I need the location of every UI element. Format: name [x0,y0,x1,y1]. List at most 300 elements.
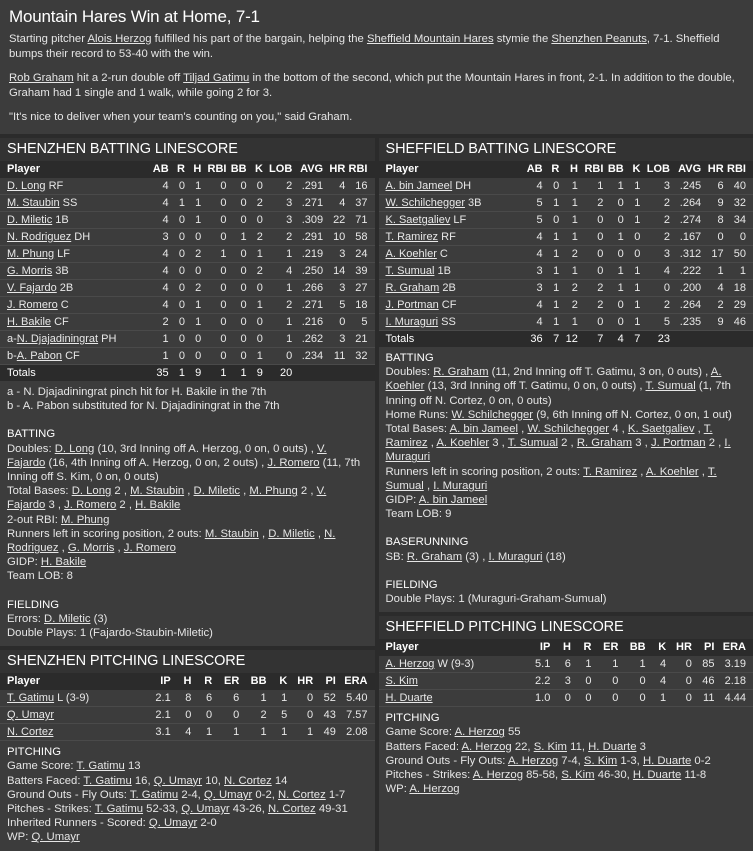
stat-cell: 4 [171,724,192,741]
player-cell [379,280,523,297]
table-header [0,161,375,178]
stat-cell: 0 [247,280,263,297]
player-link[interactable]: H. Duarte [386,692,433,704]
stat-cell: .312 [670,246,701,263]
player-link[interactable]: S. Kim [561,769,594,781]
stat-cell: 0 [191,707,212,724]
player-link[interactable]: N. Rodriguez [7,528,335,554]
player-link[interactable]: Q. Umayr [7,709,54,721]
stat-cell: 0 [169,280,185,297]
player-link[interactable]: A. bin Jameel [450,423,518,435]
player-link[interactable]: A. bin Jameel [419,494,487,506]
player-link[interactable]: R. Graham [407,551,462,563]
notes-line: Doubles: R. Graham (11, 2nd Inning off T. Gatimu, 3 on, 0 outs) , A. Koehler (13, 3rd Inning off T. Gatimu, 0 on, 0 outs) , T. Sumual (1, 7th Inning off N. Cortez, 0 on, 0 outs) [386,365,747,408]
totals-stat-cell [670,331,701,348]
stat-cell: 0 [227,331,247,348]
stat-cell: 2.1 [145,707,171,724]
player-link[interactable]: S. Kim [584,755,617,767]
stat-cell: 2.1 [145,690,171,707]
table-row [0,280,375,297]
stat-cell: 0 [591,673,618,690]
stat-cell: 5.40 [336,690,375,707]
notes-spacer [386,521,747,535]
stat-cell: 2 [239,707,266,724]
player-link[interactable]: H. Bakile [41,556,86,568]
player-cell [0,229,149,246]
stat-cell: 0 [666,673,692,690]
stat-cell: 1 [603,178,623,195]
table-row [0,178,375,195]
table-header [379,161,753,178]
stat-cell: 5 [345,314,374,331]
stat-cell: 4 [646,656,667,673]
player-link[interactable]: M. Staubin [130,485,184,497]
stat-cell: 3.1 [145,724,171,741]
player-link[interactable]: J. Portman [651,437,706,449]
column-header-hr: HR [287,673,313,690]
stat-cell: 1 [212,724,239,741]
player-link[interactable]: D. Miletic [268,528,314,540]
notes-line: Runners left in scoring position, 2 outs: T. Ramirez , A. Koehler , T. Sumual , I. Muraguri [386,465,747,493]
player-link[interactable]: A. Herzog [473,769,523,781]
player-position: 3B [465,197,482,209]
notes-line: Team LOB: 8 [7,569,368,583]
stat-cell: 0 [227,263,247,280]
player-link[interactable]: R. Graham [386,282,440,294]
notes-line: Pitches - Strikes: T. Gatimu 52-33, Q. Umayr 43-26, N. Cortez 49-31 [7,802,368,816]
stat-cell: 5 [522,212,542,229]
notes-section-heading: PITCHING [386,711,747,725]
stat-cell: 5.1 [525,656,551,673]
player-link[interactable]: J. Romero [124,542,176,554]
player-link[interactable]: H. Duarte [633,769,681,781]
table-row [0,724,375,741]
player-link[interactable]: W. Schilchegger [451,409,533,421]
stat-cell: 2 [247,195,263,212]
table-row [379,280,753,297]
home-batting-notes [379,347,753,606]
notes-line: WP: Q. Umayr [7,830,368,844]
stat-cell: 1 [543,229,560,246]
totals-row [379,331,753,348]
stat-cell: 0 [640,280,670,297]
player-link[interactable]: V. Fajardo [7,282,57,294]
column-header-pi: PI [692,639,715,656]
stat-cell: 0 [169,212,185,229]
totals-row [0,365,375,382]
table-row [0,348,375,365]
player-link[interactable]: T. Ramirez [386,423,713,449]
entity-link[interactable]: Tiljad Gatimu [183,72,249,84]
stat-cell: 0 [287,690,313,707]
stat-cell: 0 [212,707,239,724]
stat-cell: 4 [149,246,169,263]
player-cell [0,348,149,365]
stat-cell: 1 [571,656,592,673]
stat-cell: 3 [640,246,670,263]
player-link[interactable]: D. Long [72,485,112,497]
player-link[interactable]: D. Long [55,443,95,455]
column-header-k: K [247,161,263,178]
player-link[interactable]: S. Kim [534,741,567,753]
stat-cell: 2 [263,229,292,246]
player-link[interactable]: T. Sumual [508,437,558,449]
table-row [379,297,753,314]
stat-cell: 0 [603,246,623,263]
player-cell [0,212,149,229]
player-position: CF [51,316,69,328]
stat-cell: 4 [701,280,723,297]
stat-cell: 6 [212,690,239,707]
stat-cell: 0 [201,297,226,314]
player-link[interactable]: T. Gatimu [95,803,143,815]
player-link[interactable]: A. Pabon [17,350,62,362]
stat-cell: 0 [171,707,192,724]
stat-cell: 5 [267,707,288,724]
player-link[interactable]: A. Herzog [455,726,505,738]
player-link[interactable]: J. Portman [386,299,439,311]
column-header-hr: HR [666,639,692,656]
notes-line: Double Plays: 1 (Fajardo-Staubin-Miletic) [7,626,368,640]
player-link[interactable]: N. Rodriguez [7,231,71,243]
home-pitching-panel [379,616,753,850]
stat-cell: 4 [323,195,345,212]
column-header-r: R [169,161,185,178]
player-link[interactable]: A. Herzog [386,658,435,670]
player-link[interactable]: H. Bakile [7,316,51,328]
stat-cell: 1 [603,229,623,246]
stat-cell: 4 [522,178,542,195]
column-header-k: K [624,161,641,178]
player-link[interactable]: T. Sumual [646,380,696,392]
player-link[interactable]: M. Staubin [7,197,60,209]
stat-cell: 2 [559,280,578,297]
stat-cell: 0 [201,314,226,331]
player-link[interactable]: H. Duarte [588,741,636,753]
linescore-columns [0,138,753,851]
stat-cell: .200 [670,280,701,297]
player-position: LF [54,248,70,260]
column-header-hr: HR [701,161,723,178]
player-link[interactable]: M. Phung [61,514,109,526]
column-header-player: Player [379,639,525,656]
column-header-ab: AB [522,161,542,178]
stat-cell: 0 [618,690,645,707]
player-link[interactable]: T. Sumual [386,466,717,492]
table-row [379,690,753,707]
player-cell [379,229,523,246]
stat-cell: 0 [578,314,604,331]
stat-cell: 1 [543,195,560,212]
away-batting-title: SHENZHEN BATTING LINESCORE [0,138,375,161]
stat-cell: 52 [313,690,336,707]
player-link[interactable]: Q. Umayr [181,803,229,815]
stat-cell: .266 [292,280,323,297]
stat-cell: 1 [169,195,185,212]
stat-cell: 4 [522,314,542,331]
player-link[interactable]: Q. Umayr [154,775,202,787]
player-link[interactable]: G. Morris [7,265,52,277]
stat-cell: 4 [323,178,345,195]
stat-cell: .264 [670,195,701,212]
column-header-r: R [191,673,212,690]
player-link[interactable]: A. Herzog [409,783,459,795]
column-header-hr: HR [323,161,345,178]
stat-cell: 0 [247,331,263,348]
player-cell [0,297,149,314]
home-pitching-table [379,639,753,707]
player-link[interactable]: K. Saetgaliev [628,423,695,435]
stat-cell: 6 [701,178,723,195]
player-link[interactable]: N. Djajadiningrat [17,333,98,345]
stat-cell: 1 [646,690,667,707]
column-header-player: Player [379,161,523,178]
player-link[interactable]: J. Romero [267,457,319,469]
stat-cell: 3 [522,280,542,297]
player-link[interactable]: I. Muraguri [386,437,731,463]
notes-line: Team LOB: 9 [386,507,747,521]
player-link[interactable]: T. Gatimu [83,775,131,787]
player-link[interactable]: S. Kim [386,675,418,687]
stat-cell: 1 [263,314,292,331]
notes-spacer [7,413,368,427]
player-link[interactable]: W. Schilchegger [386,197,465,209]
away-column [0,138,375,851]
player-link[interactable]: T. Ramirez [583,466,637,478]
player-link[interactable]: R. Graham [577,437,632,449]
stat-cell: 1 [624,178,641,195]
player-link[interactable]: W. Schilchegger [527,423,609,435]
home-batting-panel [379,138,753,612]
entity-link[interactable]: Rob Graham [9,72,74,84]
entity-link[interactable]: Shenzhen Peanuts [551,33,646,45]
stat-cell: 0 [227,297,247,314]
stat-cell: 0 [227,246,247,263]
stat-cell: 3 [263,195,292,212]
column-header-avg: AVG [670,161,701,178]
player-link[interactable]: V. Fajardo [7,443,327,469]
notes-line: Batters Faced: A. Herzog 22, S. Kim 11, H. Duarte 3 [386,740,747,754]
player-position: PH [98,333,116,345]
stat-cell: 0 [603,195,623,212]
player-cell [0,280,149,297]
player-cell [0,724,145,741]
player-cell [379,297,523,314]
player-link[interactable]: D. Miletic [7,214,52,226]
table-body [379,656,753,707]
stat-cell: 29 [724,297,753,314]
stat-cell: 16 [345,178,374,195]
player-cell [379,690,525,707]
player-link[interactable]: D. Long [7,180,46,192]
stat-cell: 0 [603,297,623,314]
stat-cell: .271 [292,297,323,314]
table-row [379,673,753,690]
player-link[interactable]: Q. Umayr [31,831,79,843]
player-link[interactable]: T. Gatimu [130,789,178,801]
player-link[interactable]: A. Herzog [508,755,558,767]
player-link[interactable]: N. Cortez [224,775,272,787]
stat-cell: 0 [185,229,201,246]
stat-cell: 32 [724,195,753,212]
notes-spacer [386,564,747,578]
notes-line: Home Runs: W. Schilchegger (9, 6th Inning off N. Cortez, 0 on, 1 out) [386,408,747,422]
stat-cell: 1 [603,263,623,280]
stat-cell: 0 [169,348,185,365]
stat-cell: 4.44 [714,690,753,707]
player-link[interactable]: A. Herzog [461,741,511,753]
player-link[interactable]: T. Gatimu [77,760,125,772]
stat-cell: 18 [345,297,374,314]
notes-line: b - A. Pabon substituted for N. Djajadiningrat in the 7th [7,399,368,413]
player-link[interactable]: A. Koehler [436,437,489,449]
stat-cell: .222 [670,263,701,280]
notes-spacer [7,584,368,598]
column-header-k: K [646,639,667,656]
totals-stat-cell: 7 [578,331,604,348]
stat-cell: 0 [227,212,247,229]
table-row [0,331,375,348]
away-batting-table [0,161,375,381]
player-link[interactable]: M. Phung [249,485,297,497]
table-row [0,690,375,707]
entity-link[interactable]: Alois Herzog [88,33,152,45]
player-link[interactable]: I. Muraguri [386,316,439,328]
player-link[interactable]: M. Staubin [205,528,259,540]
stat-cell: .271 [292,195,323,212]
column-header-player: Player [0,161,149,178]
stat-cell: 0 [618,673,645,690]
table-row [0,707,375,724]
stat-cell: 1 [724,263,753,280]
table-row [379,246,753,263]
column-header-er: ER [212,673,239,690]
stat-cell: 1 [543,297,560,314]
stat-cell: 1 [603,280,623,297]
table-row [379,178,753,195]
player-link[interactable]: G. Morris [68,542,114,554]
stat-cell: 0 [169,246,185,263]
stat-cell: 1 [543,246,560,263]
stat-cell: .235 [670,314,701,331]
stat-cell: 14 [323,263,345,280]
stat-cell: 2.18 [714,673,753,690]
player-cell [0,314,149,331]
player-link[interactable]: T. Ramirez [386,231,439,243]
notes-section-heading: BATTING [7,427,368,441]
player-link[interactable]: N. Cortez [7,726,53,738]
stat-cell: 0 [227,178,247,195]
player-link[interactable]: N. Cortez [268,803,316,815]
stat-cell: .250 [292,263,323,280]
stat-cell: 1 [624,314,641,331]
player-position: C [437,248,448,260]
stat-cell: 2 [263,178,292,195]
player-link[interactable]: H. Duarte [643,755,691,767]
player-link[interactable]: A. bin Jameel [386,180,453,192]
stat-cell: 2 [247,229,263,246]
stat-cell: 0 [603,212,623,229]
player-cell [379,212,523,229]
stat-cell: 2 [263,297,292,314]
totals-stat-cell: 4 [603,331,623,348]
stat-cell: 0 [624,229,641,246]
stat-cell: 0 [185,263,201,280]
stat-cell: 0 [666,656,692,673]
player-link[interactable]: V. Fajardo [7,485,326,511]
column-header-ip: IP [145,673,171,690]
player-link[interactable]: H. Bakile [135,499,180,511]
table-row [379,314,753,331]
stat-cell: 6 [550,656,571,673]
recap-paragraph: "It's nice to deliver when your team's counting on you," said Graham. [9,110,744,125]
stat-cell: 0 [247,212,263,229]
player-link[interactable]: D. Miletic [44,613,90,625]
notes-section-heading: FIELDING [386,578,747,592]
player-link[interactable]: I. Muraguri [433,480,487,492]
player-link[interactable]: T. Sumual [386,265,435,277]
stat-cell: 1 [559,263,578,280]
player-link[interactable]: A. Koehler [646,466,699,478]
player-link[interactable]: I. Muraguri [488,551,542,563]
stat-cell: 0 [227,314,247,331]
player-position: RF [46,180,64,192]
player-link[interactable]: N. Cortez [278,789,326,801]
player-cell [379,673,525,690]
stat-cell: 1 [263,280,292,297]
column-header-rbi: RBI [724,161,753,178]
player-link[interactable]: Q. Umayr [149,817,197,829]
table-row [0,195,375,212]
player-link[interactable]: J. Romero [7,299,58,311]
player-link[interactable]: M. Phung [7,248,54,260]
stat-cell: 4 [149,195,169,212]
player-link[interactable]: T. Gatimu [7,692,54,704]
notes-line: Ground Outs - Fly Outs: A. Herzog 7-4, S. Kim 1-3, H. Duarte 0-2 [386,754,747,768]
table-header [379,639,753,656]
player-link[interactable]: A. Koehler [386,366,722,392]
header-row [0,673,375,690]
player-link[interactable]: J. Romero [64,499,116,511]
stat-cell: 1 [185,212,201,229]
player-link[interactable]: K. Saetgaliev [386,214,451,226]
stat-cell: 1 [247,297,263,314]
player-link[interactable]: Q. Umayr [204,789,252,801]
column-header-bb: BB [618,639,645,656]
stat-cell: 1.0 [525,690,551,707]
entity-link[interactable]: Sheffield Mountain Hares [367,33,494,45]
stat-cell: 5 [522,195,542,212]
stat-cell: 0 [227,348,247,365]
stat-cell: 6 [191,690,212,707]
stat-cell: 0 [227,280,247,297]
stat-cell: 2 [578,297,604,314]
stat-cell: 32 [345,348,374,365]
player-link[interactable]: A. Koehler [386,248,437,260]
away-pitching-table [0,673,375,741]
column-header-r: R [571,639,592,656]
player-link[interactable]: R. Graham [433,366,488,378]
stat-cell: 0 [247,314,263,331]
stat-cell: 1 [624,263,641,280]
stat-cell: 0 [201,178,226,195]
column-header-h: H [559,161,578,178]
stat-cell: 37 [345,195,374,212]
player-link[interactable]: D. Miletic [194,485,240,497]
stat-cell: 8 [701,212,723,229]
player-cell [379,314,523,331]
stat-cell: 0 [578,263,604,280]
